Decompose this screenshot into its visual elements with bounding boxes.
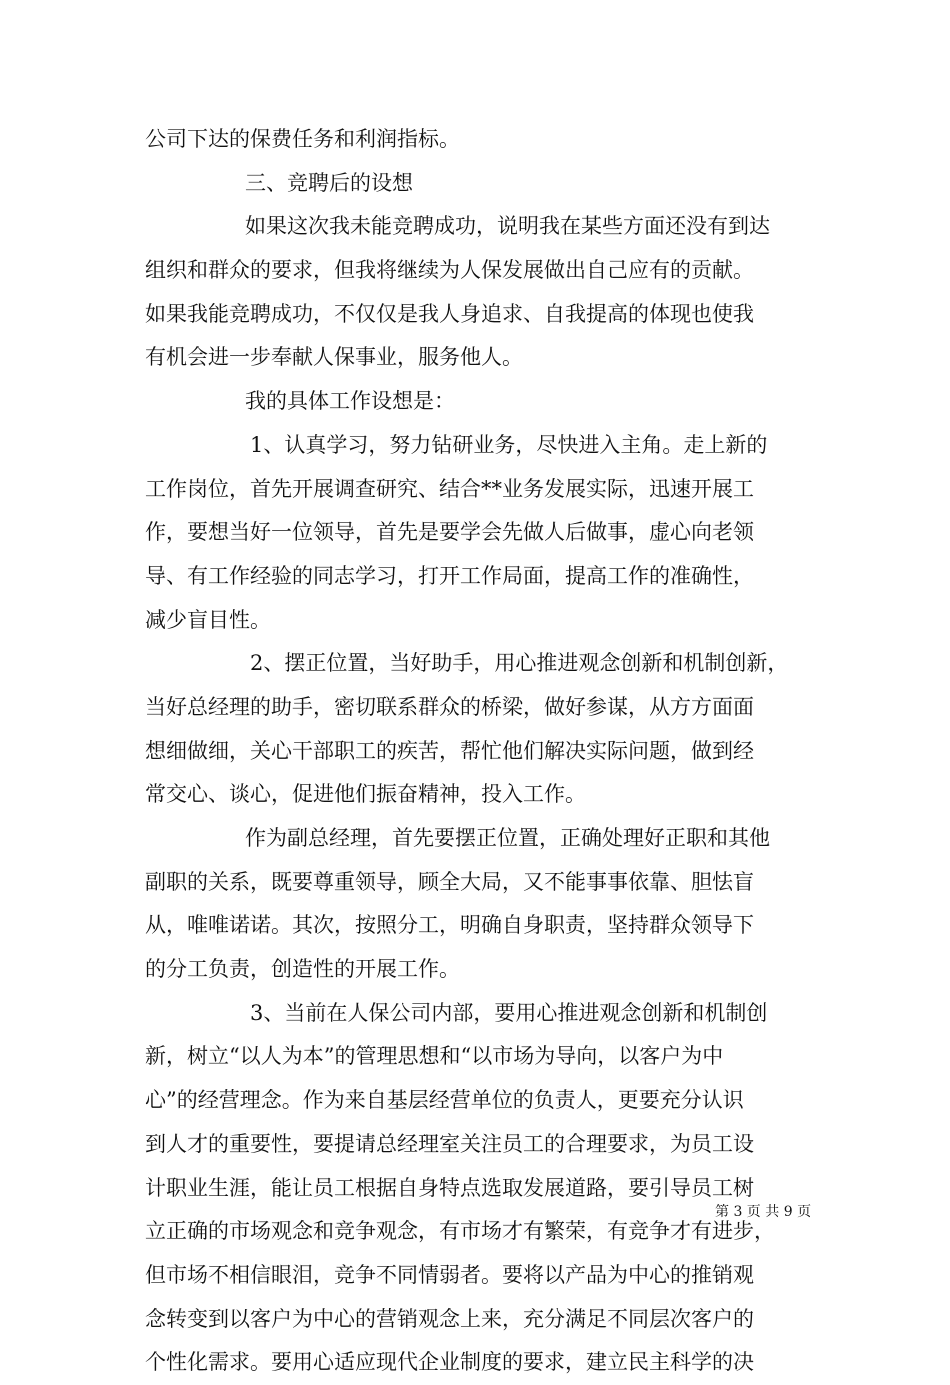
text-line: 念转变到以客户为中心的营销观念上来，充分满足不同层次客户的 [145,1306,754,1331]
text-line: 作为副总经理，首先要摆正位置，正确处理好正职和其他 [245,826,770,850]
text-line: 公司下达的保费任务和利润指标。 [145,127,460,151]
text-line: 副职的关系，既要尊重领导，顾全大局，又不能事事依靠、胆怯盲 [145,869,754,894]
text-line: 从，唯唯诺诺。其次，按照分工，明确自身职责，坚持群众领导下 [145,913,754,938]
text-line: 减少盲目性。 [145,607,271,632]
text-line: 组织和群众的要求，但我将继续为人保发展做出自己应有的贡献。 [145,258,754,283]
section-heading: 三、竞聘后的设想 [245,170,413,195]
text-line: 有机会进一步奉献人保事业，服务他人。 [145,345,523,370]
text-line: 如果我能竞聘成功，不仅仅是我人身追求、自我提高的体现也使我 [145,301,754,326]
text-line: 计职业生涯，能让员工根据自身特点选取发展道路，要引导员工树 [145,1175,754,1200]
text-line: 个性化需求。要用心适应现代企业制度的要求，建立民主科学的决 [145,1350,754,1375]
text-line: 但市场不相信眼泪，竞争不同情弱者。要将以产品为中心的推销观 [145,1262,754,1287]
page-number: 第 3 页 共 9 页 [715,1204,812,1220]
text-line: 立正确的市场观念和竞争观念，有市场才有繁荣，有竞争才有进步， [145,1219,775,1244]
text-line: 的分工负责，创造性的开展工作。 [145,957,460,982]
text-line: 导、有工作经验的同志学习，打开工作局面，提高工作的准确性， [145,563,754,588]
text-line: 常交心、谈心，促进他们振奋精神，投入工作。 [145,782,586,807]
text-line: 2、摆正位置，当好助手，用心推进观念创新和机制创新， [250,651,789,676]
text-line: 到人才的重要性，要提请总经理室关注员工的合理要求，为员工设 [145,1131,754,1156]
text-line: 想细做细，关心干部职工的疾苦，帮忙他们解决实际问题，做到经 [145,738,754,763]
text-line: 新，树立“以人为本”的管理思想和“以市场为导向，以客户为中 [145,1044,724,1069]
text-line: 如果这次我未能竞聘成功，说明我在某些方面还没有到达 [245,214,770,239]
text-line: 当好总经理的助手，密切联系群众的桥梁，做好参谋，从方方面面 [145,694,754,719]
document-body [145,118,807,1385]
text-line: 3、当前在人保公司内部，要用心推进观念创新和机制创 [250,1000,768,1025]
text-line: 作，要想当好一位领导，首先是要学会先做人后做事，虚心向老领 [145,520,754,545]
text-line: 1、认真学习，努力钻研业务，尽快进入主角。走上新的 [250,432,768,457]
text-line: 工作岗位，首先开展调查研究、结合**业务发展实际，迅速开展工 [145,476,754,501]
text-line: 我的具体工作设想是： [245,389,455,414]
text-line: 心”的经营理念。作为来自基层经营单位的负责人，更要充分认识 [145,1088,744,1113]
